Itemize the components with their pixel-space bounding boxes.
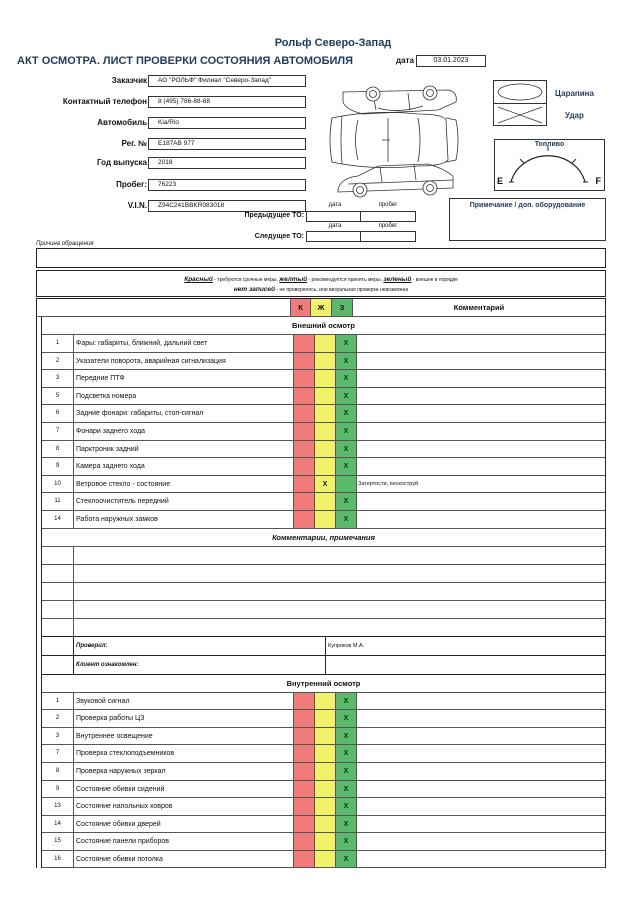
yellow-mark-cell[interactable] <box>315 781 336 798</box>
row-comment[interactable] <box>357 693 605 710</box>
green-mark-cell[interactable]: X <box>336 458 357 475</box>
reason-field[interactable] <box>36 248 606 268</box>
comment-line[interactable] <box>42 547 605 565</box>
red-mark-cell[interactable] <box>294 370 315 387</box>
next-service-label: Следущее ТО: <box>254 233 304 240</box>
row-number: 3 <box>42 370 74 387</box>
yellow-mark-cell[interactable] <box>315 693 336 710</box>
prev-date-col: дата <box>328 202 342 208</box>
legend-green: зеленый <box>383 276 412 283</box>
color-legend <box>36 270 606 297</box>
row-item-name: Ветровое стекло - состояние <box>74 476 294 493</box>
yellow-mark-cell[interactable] <box>315 710 336 727</box>
vin-label: V.I.N. <box>127 201 147 210</box>
row-number: 7 <box>42 423 74 440</box>
yellow-mark-cell[interactable] <box>315 493 336 510</box>
red-mark-cell[interactable] <box>294 781 315 798</box>
fuel-arc-icon <box>495 140 604 190</box>
previous-service-label: Предыдущее ТО: <box>244 212 304 219</box>
row-comment[interactable] <box>357 781 605 798</box>
legend-none-desc: - не проверялось, или визуальная проверка невозможна <box>275 287 409 293</box>
comment-line[interactable] <box>42 619 605 637</box>
green-mark-cell[interactable]: X <box>336 693 357 710</box>
row-item-name: Проверка наружных зеркал <box>74 763 294 780</box>
row-number: 7 <box>42 745 74 762</box>
yellow-mark-cell[interactable] <box>315 798 336 815</box>
row-number: 9 <box>42 458 74 475</box>
row-comment[interactable] <box>357 763 605 780</box>
red-mark-cell[interactable] <box>294 441 315 458</box>
row-item-name: Фары: габариты, ближний, дальний свет <box>74 335 294 352</box>
row-comment[interactable] <box>357 798 605 815</box>
row-number: 10 <box>42 476 74 493</box>
external-section-title: Внешний осмотр <box>42 317 605 335</box>
red-mark-cell[interactable] <box>294 710 315 727</box>
legend-red: Красный <box>184 276 213 283</box>
table-row <box>42 405 605 423</box>
car-label: Автомобиль <box>97 118 147 127</box>
damage-legend <box>493 80 547 126</box>
col-green-header: З <box>332 299 353 316</box>
yellow-mark-cell[interactable] <box>315 423 336 440</box>
red-mark-cell[interactable] <box>294 405 315 422</box>
row-number: 8 <box>42 441 74 458</box>
green-mark-cell[interactable]: X <box>336 370 357 387</box>
yellow-mark-cell[interactable]: X <box>315 476 336 493</box>
row-comment[interactable] <box>357 458 605 475</box>
fuel-gauge[interactable] <box>494 139 605 191</box>
previous-service-mileage[interactable] <box>360 211 416 222</box>
next-mileage-col: пробег <box>378 223 398 229</box>
table-row <box>42 710 605 728</box>
row-item-name: Состояние напольных ковров <box>74 798 294 815</box>
table-row <box>42 833 605 851</box>
red-mark-cell[interactable] <box>294 335 315 352</box>
green-mark-cell[interactable] <box>336 476 357 493</box>
row-comment[interactable] <box>357 745 605 762</box>
row-item-name: Состояние панели приборов <box>74 833 294 850</box>
table-row <box>42 728 605 746</box>
green-mark-cell[interactable]: X <box>336 441 357 458</box>
row-number: 2 <box>42 353 74 370</box>
customer-label: Заказчик <box>111 76 147 85</box>
reason-label: Причина обращения <box>36 241 94 247</box>
table-row <box>42 370 605 388</box>
yellow-mark-cell[interactable] <box>315 370 336 387</box>
table-row <box>42 335 605 353</box>
row-comment[interactable] <box>357 335 605 352</box>
date-label: дата <box>396 56 414 65</box>
comments-section-title: Комментарии, примечания <box>42 529 605 547</box>
row-number: 11 <box>42 493 74 510</box>
row-item-name: Состояние обивки сидений <box>74 781 294 798</box>
row-comment[interactable] <box>357 423 605 440</box>
table-row <box>42 423 605 441</box>
yellow-mark-cell[interactable] <box>315 728 336 745</box>
car-outline-icon <box>318 80 468 204</box>
legend-green-desc: - внешне в порядке <box>411 277 458 283</box>
comment-line[interactable] <box>42 583 605 601</box>
next-date-col: дата <box>328 223 342 229</box>
red-mark-cell[interactable] <box>294 816 315 833</box>
external-rows <box>42 335 605 529</box>
mileage-label: Пробег: <box>116 180 147 189</box>
table-row <box>42 851 605 869</box>
row-number: 2 <box>42 710 74 727</box>
customer-field[interactable]: АО "РОЛЬФ" Филиал "Северо-Запад" <box>148 75 306 87</box>
note-box[interactable] <box>449 198 606 241</box>
internal-rows <box>42 693 605 869</box>
fuel-title: Топливо <box>534 141 565 148</box>
row-item-name: Фонари заднего хода <box>74 423 294 440</box>
row-item-name: Состояние обивки потолка <box>74 851 294 868</box>
scratch-symbol <box>494 81 546 104</box>
car-damage-diagram[interactable] <box>318 80 468 204</box>
row-item-name: Внутреннее освещение <box>74 728 294 745</box>
green-mark-cell[interactable]: X <box>336 423 357 440</box>
checked-by-value[interactable]: Купряков М.А. <box>328 642 365 649</box>
row-comment[interactable] <box>357 816 605 833</box>
comment-line[interactable] <box>42 601 605 619</box>
client-ack-row <box>42 656 605 675</box>
green-mark-cell[interactable]: X <box>336 353 357 370</box>
checked-by-label: Проверил: <box>74 637 326 655</box>
table-row <box>42 388 605 406</box>
yellow-mark-cell[interactable] <box>315 335 336 352</box>
row-number: 1 <box>42 335 74 352</box>
row-number: 5 <box>42 388 74 405</box>
row-item-name: Указатели поворота, аварийная сигнализация <box>74 353 294 370</box>
red-mark-cell[interactable] <box>294 693 315 710</box>
document-title: АКТ ОСМОТРА. ЛИСТ ПРОВЕРКИ СОСТОЯНИЯ АВТОМОБИЛЯ <box>17 55 354 67</box>
previous-service-date[interactable] <box>306 211 361 222</box>
legend-red-desc: - требуются срочные меры, <box>212 277 280 283</box>
table-header <box>37 299 605 317</box>
fuel-full-label: F <box>595 176 601 186</box>
car-field[interactable]: Kia/Rio <box>148 117 306 129</box>
red-mark-cell[interactable] <box>294 728 315 745</box>
table-row <box>42 353 605 371</box>
table-row <box>42 441 605 459</box>
green-mark-cell[interactable]: X <box>336 816 357 833</box>
row-number: 6 <box>42 405 74 422</box>
row-comment[interactable] <box>357 441 605 458</box>
table-row <box>42 458 605 476</box>
col-comment-header: Комментарий <box>453 303 505 312</box>
row-comment[interactable]: Затертости, пескоструй <box>358 480 419 487</box>
red-mark-cell[interactable] <box>294 745 315 762</box>
red-mark-cell[interactable] <box>294 353 315 370</box>
green-mark-cell[interactable]: X <box>336 405 357 422</box>
row-number: 1 <box>42 693 74 710</box>
table-row <box>42 781 605 799</box>
table-row <box>42 763 605 781</box>
row-item-name: Задние фонари: габариты, стоп-сигнал <box>74 405 294 422</box>
comment-line[interactable] <box>42 565 605 583</box>
prev-mileage-col: пробег <box>378 202 398 208</box>
yellow-mark-cell[interactable] <box>315 816 336 833</box>
row-comment[interactable] <box>357 511 605 528</box>
scratch-label: Царапина <box>555 89 594 98</box>
row-number: 13 <box>42 798 74 815</box>
green-mark-cell[interactable]: X <box>336 493 357 510</box>
green-mark-cell[interactable]: X <box>336 763 357 780</box>
row-number: 15 <box>42 833 74 850</box>
red-mark-cell[interactable] <box>294 798 315 815</box>
green-mark-cell[interactable]: X <box>336 335 357 352</box>
yellow-mark-cell[interactable] <box>315 833 336 850</box>
table-row <box>42 693 605 711</box>
row-number: 8 <box>42 763 74 780</box>
yellow-mark-cell[interactable] <box>315 353 336 370</box>
row-comment[interactable] <box>357 405 605 422</box>
row-comment[interactable] <box>357 728 605 745</box>
row-item-name: Звуковой сигнал <box>74 693 294 710</box>
table-row <box>42 816 605 834</box>
row-item-name: Парктроник задний <box>74 441 294 458</box>
legend-none: нет записей <box>233 286 276 293</box>
table-row <box>42 745 605 763</box>
dent-symbol <box>494 104 546 127</box>
row-comment[interactable] <box>357 370 605 387</box>
inspection-table <box>36 298 606 868</box>
red-mark-cell[interactable] <box>294 851 315 868</box>
row-number: 16 <box>42 851 74 868</box>
green-mark-cell[interactable]: X <box>336 745 357 762</box>
mileage-field[interactable]: 76223 <box>148 179 306 191</box>
yellow-mark-cell[interactable] <box>315 441 336 458</box>
next-service-date[interactable] <box>306 231 361 242</box>
cross-icon <box>494 104 546 126</box>
col-yellow-header: Ж <box>311 299 332 316</box>
yellow-mark-cell[interactable] <box>315 851 336 868</box>
ellipse-icon <box>494 81 546 103</box>
row-comment[interactable] <box>357 710 605 727</box>
row-comment[interactable] <box>357 851 605 868</box>
table-row <box>42 798 605 816</box>
row-item-name: Проверка работы ЦЗ <box>74 710 294 727</box>
phone-label: Контактный телефон <box>62 97 147 106</box>
legend-yellow-desc: - рекомендуется принять меры, <box>307 277 384 283</box>
fuel-empty-label: E <box>497 176 504 186</box>
row-number: 3 <box>42 728 74 745</box>
internal-section-title: Внутренний осмотр <box>42 675 605 693</box>
table-row <box>42 476 605 494</box>
green-mark-cell[interactable]: X <box>336 388 357 405</box>
row-item-name: Стеклоочиститель передний <box>74 493 294 510</box>
year-label: Год выпуска <box>97 158 147 167</box>
green-mark-cell[interactable]: X <box>336 851 357 868</box>
row-comment[interactable] <box>357 493 605 510</box>
client-ack-value[interactable] <box>326 656 605 674</box>
red-mark-cell[interactable] <box>294 458 315 475</box>
date-field[interactable]: 03.01.2023 <box>416 55 486 67</box>
red-mark-cell[interactable] <box>294 833 315 850</box>
company-name: Рольф Северо-Запад <box>274 37 392 49</box>
row-item-name: Камера заднего хода <box>74 458 294 475</box>
red-mark-cell[interactable] <box>294 423 315 440</box>
yellow-mark-cell[interactable] <box>315 763 336 780</box>
row-number: 14 <box>42 816 74 833</box>
year-field[interactable]: 2018 <box>148 157 306 169</box>
note-title: Примечание / доп. оборудование <box>469 202 586 209</box>
table-row <box>42 493 605 511</box>
row-item-name: Подсветка номера <box>74 388 294 405</box>
green-mark-cell[interactable]: X <box>336 511 357 528</box>
dent-label: Удар <box>565 111 584 120</box>
row-item-name: Передние ПТФ <box>74 370 294 387</box>
green-mark-cell[interactable]: X <box>336 798 357 815</box>
row-item-name: Проверка стеклоподъемников <box>74 745 294 762</box>
row-item-name: Работа наружных замков <box>74 511 294 528</box>
red-mark-cell[interactable] <box>294 388 315 405</box>
col-red-header: К <box>290 299 311 316</box>
row-comment[interactable] <box>357 388 605 405</box>
checked-by-row <box>42 637 605 656</box>
client-ack-label: Клиент ознакомлен: <box>74 656 326 674</box>
row-item-name: Состояние обивки дверей <box>74 816 294 833</box>
green-mark-cell[interactable]: X <box>336 728 357 745</box>
row-comment[interactable] <box>357 353 605 370</box>
yellow-mark-cell[interactable] <box>315 745 336 762</box>
row-number: 14 <box>42 511 74 528</box>
green-mark-cell[interactable]: X <box>336 781 357 798</box>
legend-yellow: желтый <box>279 276 308 283</box>
row-number: 9 <box>42 781 74 798</box>
red-mark-cell[interactable] <box>294 476 315 493</box>
vin-field[interactable]: Z94C241BBKR083018 <box>148 200 306 212</box>
yellow-mark-cell[interactable] <box>315 511 336 528</box>
table-row <box>42 511 605 529</box>
red-mark-cell[interactable] <box>294 763 315 780</box>
green-mark-cell[interactable]: X <box>336 833 357 850</box>
yellow-mark-cell[interactable] <box>315 388 336 405</box>
reg-number-field[interactable]: E187AB 977 <box>148 138 306 150</box>
row-comment[interactable] <box>357 833 605 850</box>
next-service-mileage[interactable] <box>360 231 416 242</box>
red-mark-cell[interactable] <box>294 493 315 510</box>
yellow-mark-cell[interactable] <box>315 458 336 475</box>
phone-field[interactable]: 8 (495) 786-88-88 <box>148 96 306 108</box>
yellow-mark-cell[interactable] <box>315 405 336 422</box>
red-mark-cell[interactable] <box>294 511 315 528</box>
reg-number-label: Рег. № <box>121 139 147 148</box>
green-mark-cell[interactable]: X <box>336 710 357 727</box>
